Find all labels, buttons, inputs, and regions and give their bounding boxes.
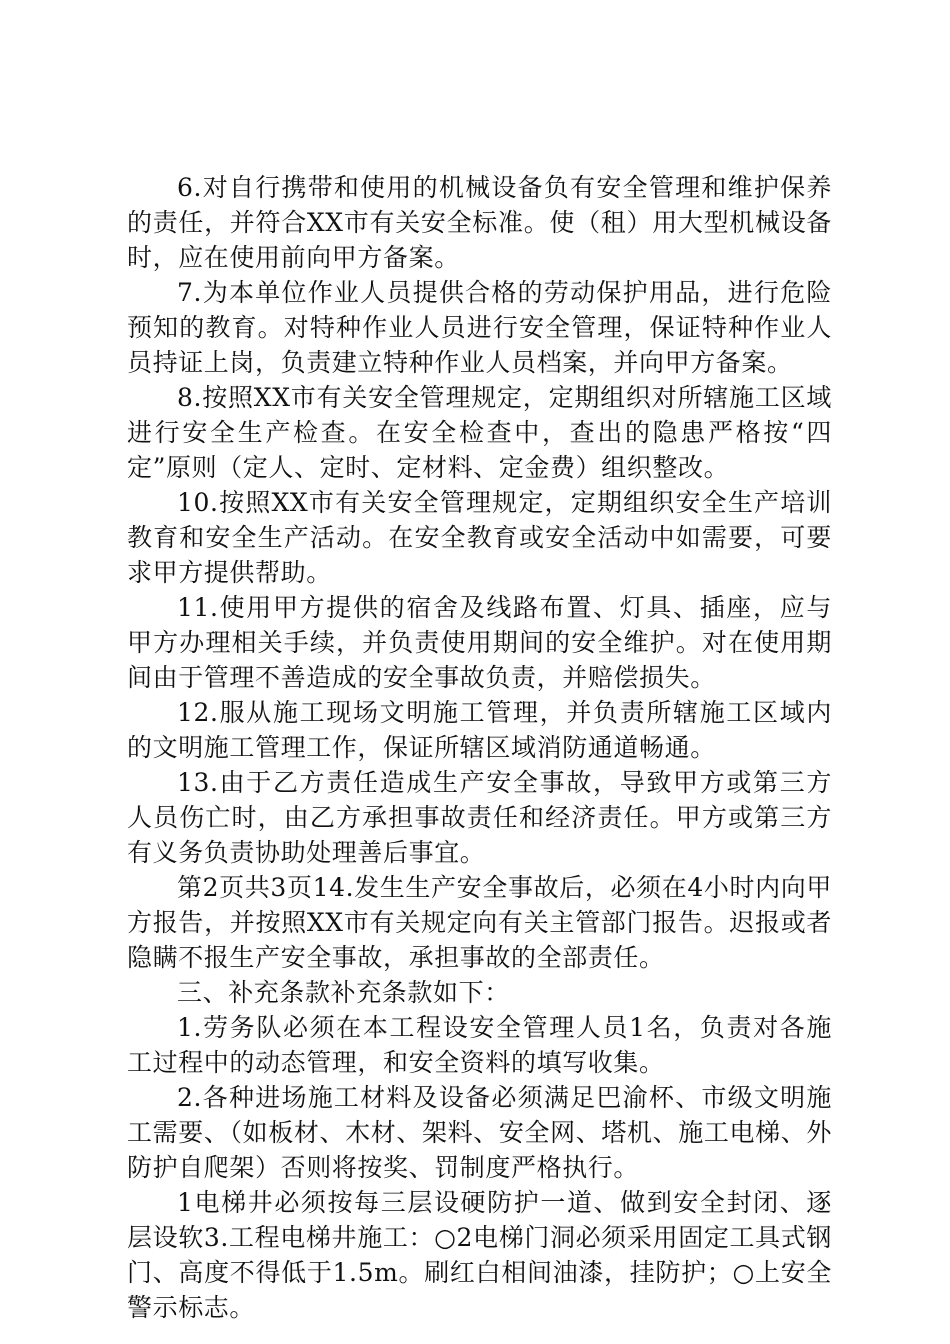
clause-10-paragraph: 10.按照XX市有关安全管理规定，定期组织安全生产培训教育和安全生产活动。在安全教育或安全活动中如需要，可要求甲方提供帮助。 — [127, 488, 832, 587]
clause-7-paragraph: 7.为本单位作业人员提供合格的劳动保护用品，进行危险预知的教育。对特种作业人员进行安全管理，保证特种作业人员持证上岗，负责建立特种作业人员档案，并向甲方备案。 — [127, 278, 832, 377]
supplementary-clause-2: 2.各种进场施工材料及设备必须满足巴渝杯、市级文明施工需要、（如板材、木材、架料、安全网、塔机、施工电梯、外防护自爬架）否则将按奖、罚制度严格执行。 — [127, 1083, 832, 1182]
document-body — [127, 170, 832, 1325]
clause-12-paragraph: 12.服从施工现场文明施工管理，并负责所辖施工区域内的文明施工管理工作，保证所辖区域消防通道畅通。 — [127, 698, 832, 762]
section-heading-supplementary: 三、补充条款补充条款如下： — [177, 978, 510, 1007]
clause-13-paragraph: 13.由于乙方责任造成生产安全事故，导致甲方或第三方人员伤亡时，由乙方承担事故责任和经济责任。甲方或第三方有义务负责协助处理善后事宜。 — [127, 768, 832, 867]
supplementary-clause-1: 1.劳务队必须在本工程设安全管理人员1名，负责对各施工过程中的动态管理，和安全资料的填写收集。 — [127, 1013, 832, 1077]
clause-14-paragraph: 第2页共3页14.发生生产安全事故后，必须在4小时内向甲方报告，并按照XX市有关规定向有关主管部门报告。迟报或者隐瞒不报生产安全事故，承担事故的全部责任。 — [127, 873, 832, 972]
clause-11-paragraph: 11.使用甲方提供的宿舍及线路布置、灯具、插座，应与甲方办理相关手续，并负责使用期间的安全维护。对在使用期间由于管理不善造成的安全事故负责，并赔偿损失。 — [127, 593, 832, 692]
clause-6-paragraph: 6.对自行携带和使用的机械设备负有安全管理和维护保养的责任，并符合XX市有关安全标准。使（租）用大型机械设备时，应在使用前向甲方备案。 — [127, 173, 832, 272]
supplementary-clause-3: 1电梯井必须按每三层设硬防护一道、做到安全封闭、逐层设软3.工程电梯井施工：○2电梯门洞必须采用固定工具式钢门、高度不得低于1.5m。刷红白相间油漆，挂防护；○上安全警示标志。 — [127, 1188, 832, 1322]
clause-8-paragraph: 8.按照XX市有关安全管理规定，定期组织对所辖施工区域进行安全生产检查。在安全检查中，查出的隐患严格按“四定”原则（定人、定时、定材料、定金费）组织整改。 — [127, 383, 832, 482]
